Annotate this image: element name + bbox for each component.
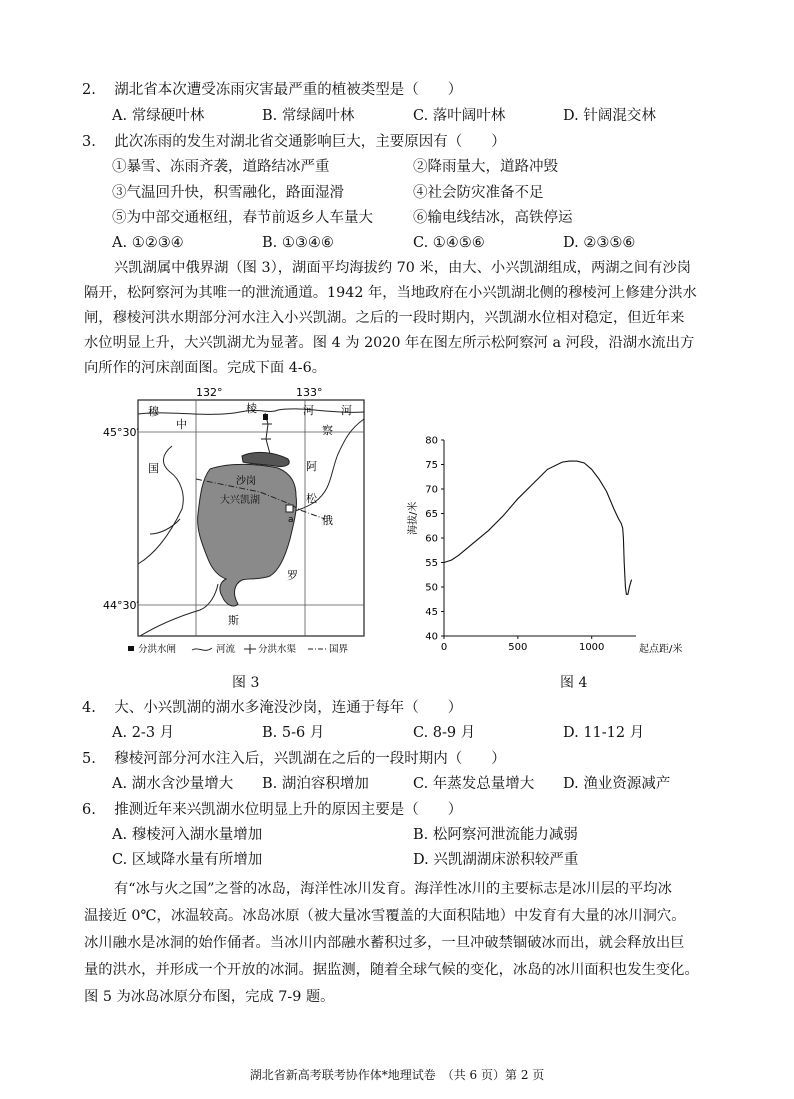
label-cha: 察 [322,424,333,437]
q2-number: 2. [82,82,96,98]
passage-line: 温接近 0℃，冰温较高。冰岛冰原（被大量冰雪覆盖的大面积陆地）中发育有大量的冰川洞穴。 [84,908,686,924]
figure3-map [100,384,390,664]
q4-option-c[interactable]: C. 8-9 月 [413,725,476,741]
q3-item-1: ①暴雪、冻雨齐袭，道路结冰严重 [112,159,330,175]
q3-option-a[interactable]: A. ①②③④ [112,235,184,251]
riverbed-profile-line [444,461,632,594]
chart-y-label: 海拔/米 [408,501,419,535]
q3-item-5: ⑤为中部交通枢纽，春节前返乡人车量大 [112,210,373,226]
map-legend [128,643,349,655]
q4-number: 4. [82,700,96,716]
q5-number: 5. [82,751,96,767]
passage-line: 隔开，松阿察河为其唯一的泄流通道。1942 年，当地政府在小兴凯湖北侧的穆棱河上修建分洪水 [84,285,697,301]
q6-option-b[interactable]: B. 松阿察河泄流能力减弱 [413,827,578,843]
legend-border-label: 国界 [329,644,349,655]
passage-xingkai-lake [84,256,714,381]
chart-y-ticks [425,436,444,643]
q5-option-b[interactable]: B. 湖泊容积增加 [262,776,369,792]
q2-option-c[interactable]: C. 落叶阔叶林 [413,108,506,124]
q4-stem-line [82,698,462,718]
x-tick-label: 0 [440,642,448,653]
q5-option-a[interactable]: A. 湖水含沙量增大 [112,776,234,792]
river-south [140,584,218,636]
q5-option-c[interactable]: C. 年蒸发总量增大 [413,776,535,792]
passage-iceland-glacier [84,876,714,1011]
chart-axes [444,440,636,636]
q6-stem: 推测近年来兴凯湖水位明显上升的原因主要是（ ） [114,802,463,818]
figure3-caption: 图 3 [232,675,260,691]
q6-stem-line [82,800,462,820]
q3-number: 3. [82,134,96,150]
q2-stem-line [82,80,462,100]
y-tick-label: 70 [425,484,438,496]
q5-stem: 穆棱河部分河水注入后，兴凯湖在之后的一段时期内（ ） [114,751,506,767]
y-tick-label: 55 [425,558,438,569]
y-tick-label: 75 [425,460,438,471]
q4-option-b[interactable]: B. 5-6 月 [262,725,325,741]
q6-option-a[interactable]: A. 穆棱河入湖水量增加 [112,827,263,843]
passage-line: 兴凯湖属中俄界湖（图 3），湖面平均海拔约 70 米，由大、小兴凯湖组成，两湖之间有沙岗 [114,260,692,276]
y-tick-label: 80 [425,435,438,447]
legend-flood-gate-icon [128,646,134,651]
q3-stem-line [82,132,506,152]
y-tick-label: 65 [425,509,438,520]
legend-flood-channel-label: 分洪水渠 [258,644,297,655]
passage-line: 冰川融水是冰洞的始作俑者。当冰川内部融水蓄积过多，一旦冲破禁锢破冰而出，就会释放出巨 [84,935,685,951]
lat-label-45-30: 45°30′ [103,426,139,439]
q2-option-a[interactable]: A. 常绿硬叶林 [112,108,205,124]
legend-river-icon [192,648,212,650]
q6-option-d[interactable]: D. 兴凯湖湖床淤积较严重 [413,852,579,868]
y-tick-label: 40 [425,631,438,643]
passage-line: 水位明显上升，大兴凯湖尤为显著。图 4 为 2020 年在图左所示松阿察河 a 河段，沿湖水流出方 [84,335,695,351]
point-a-marker [286,505,293,512]
label-he1: 河 [303,404,314,417]
lon-label-133: 133° [296,386,323,399]
q3-item-6: ⑥输电线结冰，高铁停运 [413,210,573,226]
y-tick-label: 45 [425,607,438,618]
label-e: 俄 [322,514,333,527]
flood-gate-symbol [263,414,268,420]
passage-line: 闸，穆棱河洪水期部分河水注入小兴凯湖。之后的一段时期内，兴凯湖水位相对稳定，但近年来 [84,310,685,326]
y-tick-label: 50 [425,582,438,594]
q2-option-b[interactable]: B. 常绿阔叶林 [262,108,355,124]
point-a-label: a [288,515,294,525]
q3-option-d[interactable]: D. ②③⑤⑥ [563,235,636,251]
lat-label-44-30: 44°30′ [103,599,139,612]
q3-item-3: ③气温回升快，积雪融化，路面湿滑 [112,185,344,201]
q4-option-a[interactable]: A. 2-3 月 [112,725,175,741]
label-ling: 棱 [246,402,257,415]
chart-x-label: 起点距/米 [639,644,683,655]
label-guo: 国 [148,462,159,475]
q3-item-4: ④社会防灾准备不足 [413,185,544,201]
legend-flood-gate-label: 分洪水闸 [138,644,177,655]
q5-stem-line [82,749,506,769]
y-tick-label: 60 [425,533,438,545]
q5-option-d[interactable]: D. 渔业资源减产 [563,776,671,792]
x-tick-label: 1000 [578,642,605,653]
passage-line: 量的洪水，并形成一个开放的冰洞。据监测，随着全球气候的变化，冰岛的冰川面积也发生变化。 [84,962,699,978]
q2-stem: 湖北省本次遭受冻雨灾害最严重的植被类型是（ ） [114,82,463,98]
passage-line: 向所作的河床剖面图。完成下面 4-6。 [84,360,327,376]
label-daxingkaihu: 大兴凯湖 [220,495,260,506]
q3-option-c[interactable]: C. ①④⑤⑥ [413,235,485,251]
label-mu: 穆 [148,405,159,418]
q6-number: 6. [82,802,96,818]
passage-line: 图 5 为冰岛冰原分布图，完成 7-9 题。 [84,989,335,1005]
q3-item-2: ②降雨量大，道路冲毁 [413,159,558,175]
x-tick-label: 500 [508,642,528,653]
label-si: 斯 [228,614,239,627]
label-song: 松 [306,492,317,505]
q3-stem: 此次冻雨的发生对湖北省交通影响巨大，主要原因有（ ） [114,134,506,150]
passage-line: 有“冰与火之国”之誉的冰岛，海洋性冰川发育。海洋性冰川的主要标志是冰川层的平均冰 [114,881,672,897]
q4-option-d[interactable]: D. 11-12 月 [563,725,645,741]
q4-stem: 大、小兴凯湖的湖水多淹没沙岗，连通于每年（ ） [114,700,463,716]
label-a: 阿 [306,460,317,473]
label-shagang: 沙岗 [236,476,256,487]
chart-x-ticks [441,636,605,653]
figure4-caption: 图 4 [560,675,588,691]
q3-option-b[interactable]: B. ①③④⑥ [262,235,334,251]
legend-river-label: 河流 [216,644,236,655]
label-he2: 河 [341,404,352,417]
figure4-riverbed-profile-chart [404,430,704,662]
label-zhong: 中 [176,418,187,431]
label-luo: 罗 [287,569,298,582]
page-footer: 湖北省新高考联考协作体*地理试卷 （共 6 页）第 2 页 [249,1068,545,1082]
q2-option-d[interactable]: D. 针阔混交林 [563,108,656,124]
river-west [138,446,183,564]
lon-label-132: 132° [196,386,223,399]
q6-option-c[interactable]: C. 区域降水量有所增加 [112,852,263,868]
